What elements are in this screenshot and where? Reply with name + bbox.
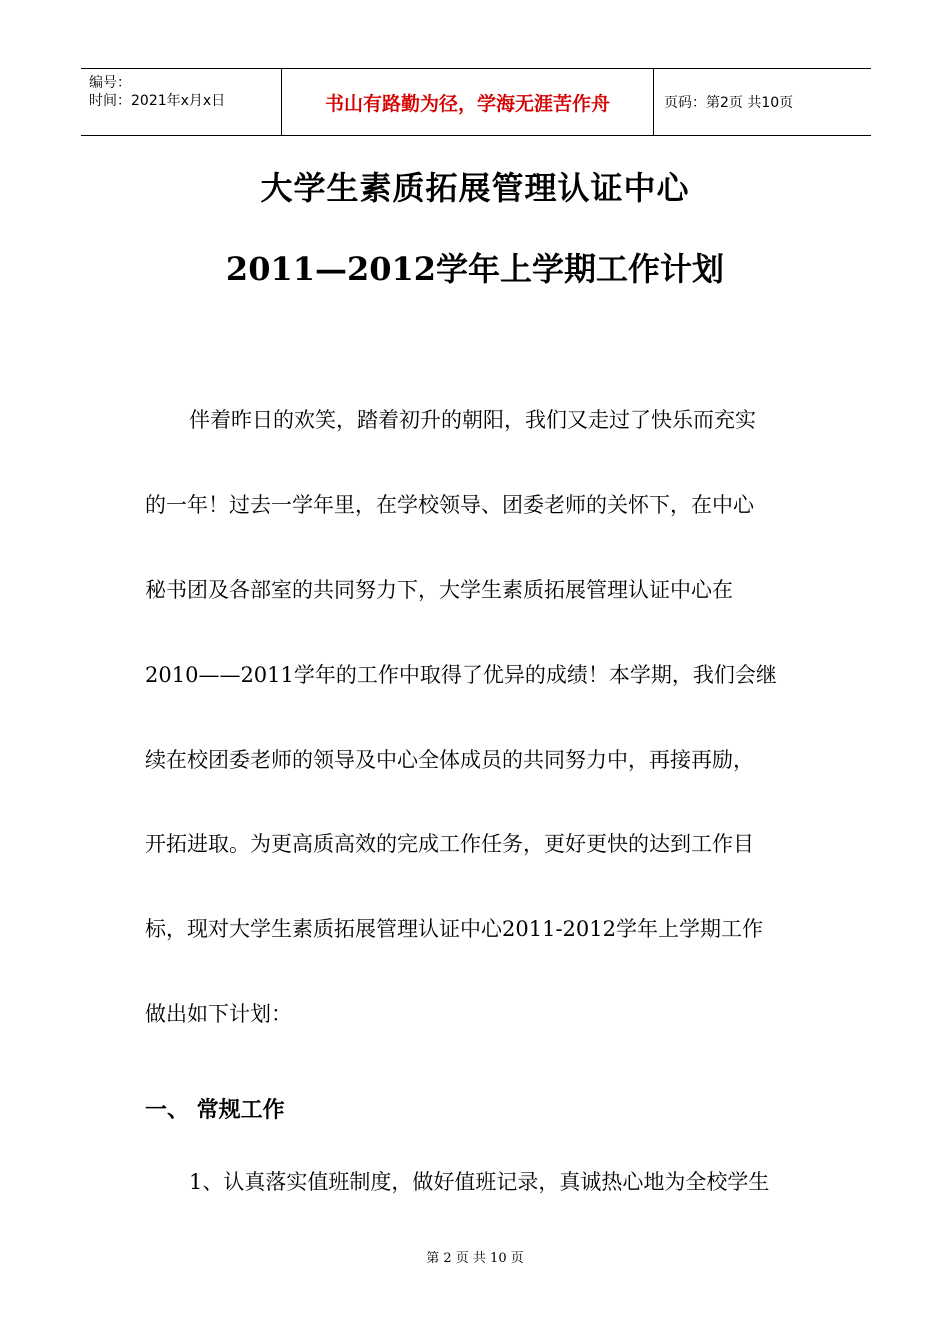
body-line-8: 做出如下计划： <box>145 1002 292 1026</box>
header-meta-cell <box>81 69 281 135</box>
section-heading-routine-work: 一、 常规工作 <box>145 1098 285 1123</box>
page-footer: 第 2 页 共 10 页 <box>426 1251 524 1266</box>
header-motto: 书山有路勤为径，学海无涯苦作舟 <box>324 92 610 115</box>
body-line-7: 标，现对大学生素质拓展管理认证中心2011-2012学年上学期工作 <box>145 917 763 941</box>
header-table <box>81 68 871 136</box>
document-title-line2: 2011—2012学年上学期工作计划 <box>225 250 725 288</box>
document-time-label: 时间：2021年x月x日 <box>89 93 226 109</box>
body-line-2: 的一年！过去一学年里，在学校领导、团委老师的关怀下，在中心 <box>145 493 754 517</box>
document-title-line1: 大学生素质拓展管理认证中心 <box>260 169 690 207</box>
header-motto-cell <box>281 69 654 135</box>
header-page-info: 页码：第2页 共10页 <box>664 95 794 111</box>
body-line-5: 续在校团委老师的领导及中心全体成员的共同努力中，再接再励， <box>145 748 754 772</box>
body-line-1: 伴着昨日的欢笑，踏着初升的朝阳，我们又走过了快乐而充实 <box>189 408 756 432</box>
body-line-4: 2010——2011学年的工作中取得了优异的成绩！本学期，我们会继 <box>145 663 777 687</box>
body-line-6: 开拓进取。为更高质高效的完成工作任务，更好更快的达到工作目 <box>145 832 754 856</box>
list-item-1: 1、认真落实值班制度，做好值班记录，真诚热心地为全校学生 <box>189 1170 770 1194</box>
body-line-3: 秘书团及各部室的共同努力下，大学生素质拓展管理认证中心在 <box>145 578 733 602</box>
document-number-label: 编号： <box>89 75 131 91</box>
header-page-cell <box>654 69 871 135</box>
